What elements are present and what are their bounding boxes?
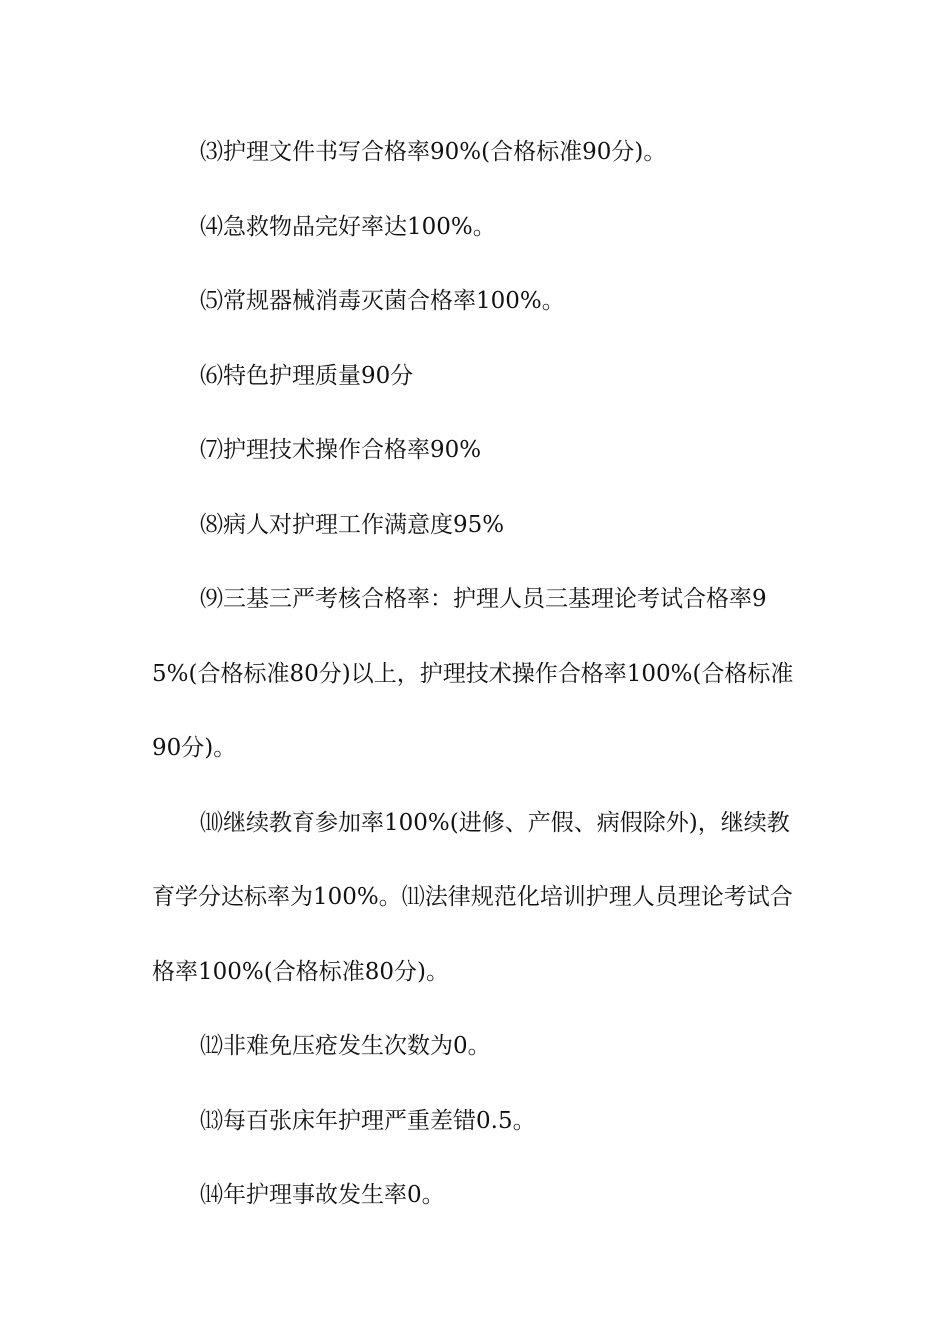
document-body [152,115,802,1233]
paragraph-item-8: ⑻病人对护理工作满意度95% [200,511,505,538]
paragraph-item-4: ⑷急救物品完好率达100%。 [200,213,496,240]
paragraph-item-14: ⒁年护理事故发生率0。 [200,1182,445,1208]
paragraph-item-10-11: ⑽继续教育参加率100%(进修、产假、病假除外)，继续教育学分达标率为100%。⑾法律规范化培训护理人员理论考试合格率100%(合格标准80分)。 [152,809,793,985]
paragraph-item-9: ⑼三基三严考核合格率：护理人员三基理论考试合格率95%(合格标准80分)以上，护理技术操作合格率100%(合格标准90分)。 [152,586,794,761]
paragraph-item-12: ⑿非难免压疮发生次数为0。 [200,1033,491,1059]
paragraph-item-13: ⒀每百张床年护理严重差错0.5。 [200,1107,536,1134]
paragraph-item-3: ⑶护理文件书写合格率90%(合格标准90分)。 [200,139,667,165]
paragraph-item-7: ⑺护理技术操作合格率90% [200,437,482,463]
paragraph-item-6: ⑹特色护理质量90分 [200,362,414,389]
paragraph-item-5: ⑸常规器械消毒灭菌合格率100%。 [200,288,565,314]
